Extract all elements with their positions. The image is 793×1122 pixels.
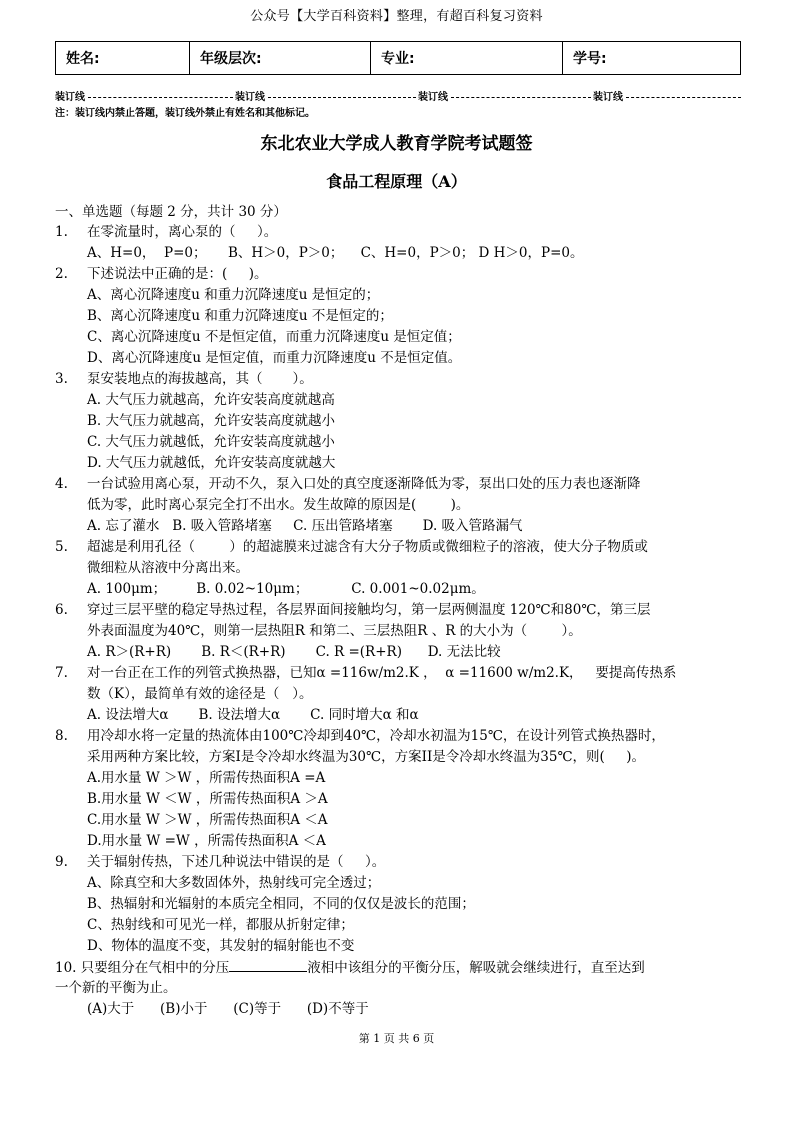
question-text: 数（K），最简单有效的途径是（ ）。: [87, 686, 313, 702]
question-text: 下述说法中正确的是：( )。: [87, 266, 268, 282]
question-option: A、除真空和大多数固体外，热射线可完全透过；: [87, 875, 381, 891]
question-option: A. 100μm； B. 0.02~10μm； C. 0.001~0.02μm。: [87, 581, 485, 597]
question-option: A. R＞(R+R) B. R＜(R+R) C. R =(R+R) D. 无法比较: [87, 644, 501, 660]
question-option: B、离心沉降速度u 和重力沉降速度u 不是恒定的；: [87, 308, 393, 324]
question-option: A. 设法增大α B. 设法增大α C. 同时增大α 和α: [87, 707, 419, 723]
question-option: (A)大于 (B)小于 (C)等于 (D)不等于: [87, 1001, 369, 1017]
binding-line: [55, 88, 741, 102]
question-text: [55, 957, 645, 978]
question-option: C. 大气压力就越低，允许安装高度就越小: [87, 434, 335, 450]
header-note: 公众号【大学百科资料】整理，有超百科复习资料: [250, 9, 543, 24]
name-cell: 姓名:: [56, 42, 190, 75]
question-text: 对一台正在工作的列管式换热器，已知α =116w/m2.K ， α =11600 w/m2.K， 要提高传热系: [87, 665, 677, 681]
question-option: C、离心沉降速度u 不是恒定值，而重力沉降速度u 是恒定值；: [87, 329, 461, 345]
binding-dash: [626, 97, 741, 98]
q10-text-part2: 液相中该组分的平衡分压，解吸就会继续进行，直至达到: [307, 960, 645, 976]
binding-dash: [268, 97, 416, 98]
question-text: 一个新的平衡为止。: [55, 980, 177, 996]
student-id-cell: 学号:: [563, 42, 741, 75]
question-number: 4.: [55, 476, 68, 492]
question-option: C、热射线和可见光一样，都服从折射定律；: [87, 917, 354, 933]
question-option: D. 大气压力就越低，允许安装高度就越大: [87, 455, 336, 471]
question-text: 穿过三层平壁的稳定导热过程，各层界面间接触均匀，第一层两侧温度 120℃和80℃，第三层: [87, 602, 651, 618]
exam-subtitle: 食品工程原理（A）: [326, 172, 467, 191]
binding-dash: [88, 97, 233, 98]
question-text: 泵安装地点的海拔越高，其（ ）。: [87, 371, 313, 387]
question-number: 9.: [55, 854, 68, 870]
question-option: D、离心沉降速度u 是恒定值，而重力沉降速度u 不是恒定值。: [87, 350, 462, 366]
question-option: C.用水量 W ＞W ，所需传热面积A ＜A: [87, 812, 328, 828]
question-text: 超滤是利用孔径（ ）的超滤膜来过滤含有大分子物质或微细粒子的溶液，使大分子物质或: [87, 539, 648, 555]
major-cell: 专业:: [371, 42, 563, 75]
question-number: 1.: [55, 224, 68, 240]
question-number: 2.: [55, 266, 68, 282]
question-option: A.用水量 W ＞W ，所需传热面积A =A: [87, 770, 326, 786]
question-option: A、H=0， P=0； B、H＞0，P＞0； C、H=0，P＞0； D H＞0，P=0。: [87, 245, 584, 261]
question-option: A. 大气压力就越高，允许安装高度就越高: [87, 392, 335, 408]
binding-label: 装订线: [418, 92, 448, 103]
question-text: 关于辐射传热，下述几种说法中错误的是（ ）。: [87, 854, 386, 870]
question-option: D、物体的温度不变，其发射的辐射能也不变: [87, 938, 355, 954]
question-option: A、离心沉降速度u 和重力沉降速度u 是恒定的；: [87, 287, 380, 303]
binding-label: 装订线: [55, 92, 85, 103]
binding-label: 装订线: [593, 92, 623, 103]
question-number: 3.: [55, 371, 68, 387]
question-number: 7.: [55, 665, 68, 681]
question-number: 8.: [55, 728, 68, 744]
question-option: B、热辐射和光辐射的本质完全相同，不同的仅仅是波长的范围；: [87, 896, 475, 912]
question-text: 一台试验用离心泵，开动不久，泵入口处的真空度逐渐降低为零，泵出口处的压力表也逐渐降: [87, 476, 641, 492]
page-footer: 第 1 页 共 6 页: [358, 1032, 435, 1045]
binding-label: 装订线: [235, 92, 265, 103]
question-text: 用冷却水将一定量的热流体由100℃冷却到40℃，冷却水初温为15℃，在设计列管式换热器时，: [87, 728, 665, 744]
binding-dash: [451, 97, 591, 98]
question-number: 10.: [55, 960, 77, 976]
q10-text-part1: 只要组分在气相中的分压: [80, 960, 230, 976]
student-info-table: [55, 41, 741, 75]
answer-blank: [229, 957, 307, 972]
question-text: 外表面温度为40℃，则第一层热阻R 和第二、三层热阻R 、R 的大小为（ ）。: [87, 623, 582, 639]
question-option: D.用水量 W =W ，所需传热面积A ＜A: [87, 833, 326, 849]
question-option: B. 大气压力就越高，允许安装高度就越小: [87, 413, 336, 429]
grade-cell: 年级层次:: [190, 42, 371, 75]
section-heading: 一、单选题（每题 2 分，共计 30 分）: [55, 204, 287, 220]
question-text: 在零流量时，离心泵的（ ）。: [87, 224, 278, 240]
binding-note: 注：装订线内禁止答题，装订线外禁止有姓名和其他标记。: [55, 108, 315, 119]
question-number: 6.: [55, 602, 68, 618]
question-number: 5.: [55, 539, 68, 555]
question-text: 低为零，此时离心泵完全打不出水。发生故障的原因是( )。: [87, 497, 470, 513]
question-option: A. 忘了灌水 B. 吸入管路堵塞 C. 压出管路堵塞 D. 吸入管路漏气: [87, 518, 523, 534]
question-text: 采用两种方案比较，方案I是令冷却水终温为30℃，方案II是令冷却水终温为35℃，则( )。: [87, 749, 646, 765]
exam-title: 东北农业大学成人教育学院考试题签: [260, 134, 533, 154]
question-text: 微细粒从溶液中分离出来。: [87, 560, 249, 576]
question-option: B.用水量 W ＜W ，所需传热面积A ＞A: [87, 791, 328, 807]
